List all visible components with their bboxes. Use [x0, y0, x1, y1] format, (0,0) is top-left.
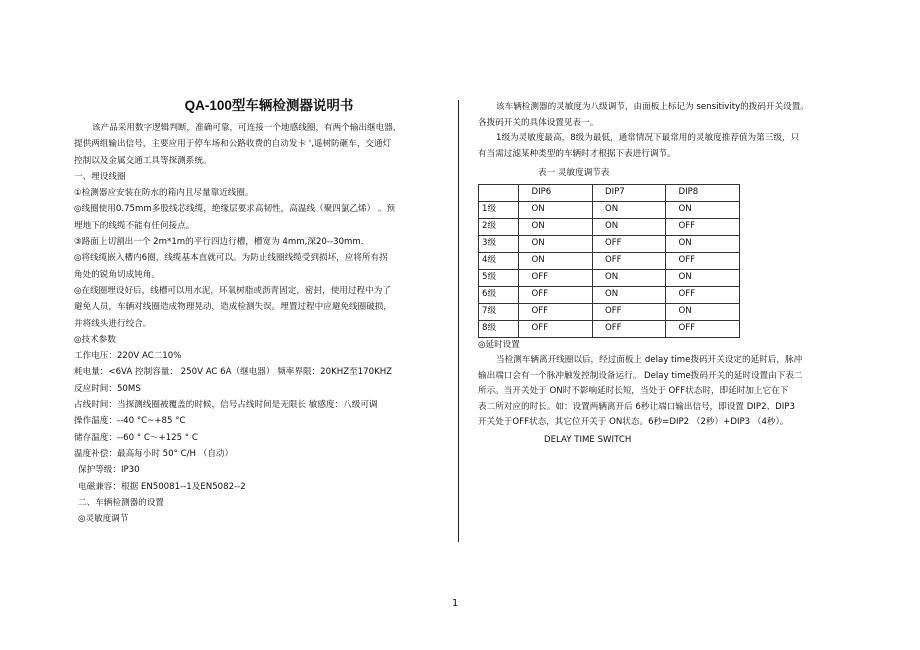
level-cell: 8级 — [479, 320, 519, 337]
spec-power: 耗电量：<6VA 控制容量： 250V AC 6A（继电器） 频率界限：20KHZ至170KHZ — [74, 367, 393, 378]
spec-voltage: 工作电压：220V AC二10% — [74, 351, 182, 362]
paragraph-2b: 埋地下的线缆不能有任何接点。 — [74, 220, 195, 231]
right-para-2: 各拨码开关的具体设置见表一。 — [478, 117, 599, 128]
spec-response: 反应时间：50MS — [74, 383, 141, 394]
dip-cell: ON — [592, 269, 666, 286]
right-column — [478, 100, 878, 448]
right-para-1: 该车辆检测器的灵敏度为八级调节，由面板上标记为 sensitivity的拨码开关设置。 — [496, 102, 809, 112]
sensitivity-heading: ◎灵敏度调节 — [78, 514, 129, 525]
delay-para-1: 当检测车辆离开线圈以后，经过面板上 delay time拨码开关设定的延时后，脉冲 — [496, 355, 803, 365]
table-header-cell: DIP8 — [666, 184, 740, 201]
dip-cell: ON — [519, 218, 593, 235]
table-header-row — [479, 184, 740, 201]
section-heading-1: 一、埋设线圈 — [74, 171, 126, 182]
table-row — [479, 218, 740, 235]
dip-cell: OFF — [519, 303, 593, 320]
title-model: QA-100 — [184, 98, 232, 113]
delay-para-3: 所示。当开关处于 ON时不影响延时长短，当处于 OFF状态时，即延时加上它在下 — [478, 386, 789, 396]
right-para-4: 有当需过滤某种类型的车辆时才根据下表进行调节。 — [478, 148, 676, 159]
table-header-cell: DIP6 — [519, 184, 593, 201]
table-row — [479, 235, 740, 252]
dip-cell: ON — [666, 269, 740, 286]
intro-line-1: 该产品采用数字逻辑判断，准确可靠，可连接一个地感线圈，有两个输出继电器， — [92, 123, 402, 133]
table-row — [479, 252, 740, 269]
dip-cell: OFF — [666, 252, 740, 269]
dip-cell: OFF — [592, 320, 666, 337]
paragraph-5c: 并将线头进行绞合。 — [74, 318, 152, 329]
table-row — [479, 286, 740, 303]
dip-cell: OFF — [592, 235, 666, 252]
paragraph-5a: ◎在线圈埋设好后，线槽可以用水泥，环氧树脂或沥青固定，密封，使用过程中为了 — [74, 285, 391, 296]
dip-cell: ON — [519, 201, 593, 218]
level-cell: 3级 — [479, 235, 519, 252]
right-para-3: 1级为灵敏度最高，8级为最低，通常情况下最常用的灵敏度推荐值为第三级，只 — [496, 133, 800, 143]
dip-cell: OFF — [519, 286, 593, 303]
paragraph-1: ①检测器应安装在防水的箱内且尽量靠近线圈。 — [74, 188, 254, 199]
paragraph-5b: 避免人员，车辆对线圈造成物理晃动，造成检测失误。埋置过程中应避免线圈破损， — [74, 302, 392, 313]
level-cell: 4级 — [479, 252, 519, 269]
level-cell: 6级 — [479, 286, 519, 303]
table-row — [479, 269, 740, 286]
delay-para-5: 开关处于OFF状态，其它位开关于 ON状态。6秒=DIP2 （2秒）+DIP3 （4秒）。 — [478, 417, 789, 427]
dip-cell: ON — [519, 235, 593, 252]
spec-storage-temp: 储存温度：--60 ° C～+125 ° C — [74, 432, 198, 443]
left-column — [74, 98, 454, 527]
dip-cell: ON — [666, 235, 740, 252]
table-caption: 表一 灵敏度调节表 — [538, 168, 610, 178]
paragraph-3: ③路面上切割出一个 2m*1m的平行四边行槽，槽宽为 4mm,深20--30mm. — [74, 237, 364, 248]
table-row — [479, 201, 740, 218]
section-heading-2: 二、车辆检测器的设置 — [78, 497, 164, 508]
page-number: 1 — [452, 598, 459, 609]
dip-cell: ON — [519, 252, 593, 269]
table-row — [479, 320, 740, 337]
spec-protection: 保护等级：IP30 — [78, 465, 140, 476]
dip-cell: ON — [592, 218, 666, 235]
spec-heading: ◎技术参数 — [74, 334, 116, 345]
dip-cell: OFF — [519, 269, 593, 286]
level-cell: 5级 — [479, 269, 519, 286]
column-divider — [458, 100, 459, 542]
spec-occupy: 占线时间：当探测线圈被覆盖的时候，信号占线时间是无限长 敏感度：八级可调 — [74, 400, 378, 411]
dip-cell: OFF — [666, 320, 740, 337]
sensitivity-table — [478, 184, 740, 338]
dip-cell: OFF — [592, 303, 666, 320]
paragraph-2a: ◎线圈使用0.75mm多股线芯线缆，绝缘层要求高韧性，高温线（聚四氯乙烯） 。预 — [74, 204, 396, 215]
table-header-cell: DIP7 — [592, 184, 666, 201]
level-cell: 7级 — [479, 303, 519, 320]
paragraph-4a: ◎将线缆嵌入槽内6圈，线缆基本直就可以。为防止线圈线缆受到损坏，应将所有拐 — [74, 253, 388, 264]
dip-cell: ON — [592, 201, 666, 218]
intro-line-2: 提供两组输出信号，主要应用于停车场和公路收费的自动发卡 ',遥树防砸车，交通灯 — [74, 139, 392, 150]
delay-heading: ◎延时设置 — [478, 339, 520, 350]
table-header-cell — [479, 184, 519, 201]
dip-cell: ON — [666, 303, 740, 320]
dip-cell: OFF — [592, 252, 666, 269]
delay-para-2: 输出端口会有一个脉冲触发控制设备运行。 Delay time拨码开关的延时设置由下表二 — [478, 370, 803, 381]
dip-cell: OFF — [666, 218, 740, 235]
title-text: 型车辆检测器说明书 — [231, 98, 354, 114]
dip-cell: OFF — [666, 286, 740, 303]
spec-operating-temp: 操作温度：--40 °C~+85 °C — [74, 416, 186, 427]
table-row — [479, 303, 740, 320]
intro-line-3: 控制以及金属交通工具等探测系统。 — [74, 155, 212, 166]
delay-para-4: 表二所对应的时长。如：设置两辆离开后 6秒让端口输出信号，即设置 DIP2、DIP3 — [478, 401, 795, 412]
delay-switch-caption: DELAY TIME SWITCH — [544, 434, 632, 445]
level-cell: 1级 — [479, 201, 519, 218]
level-cell: 2级 — [479, 218, 519, 235]
spec-emc: 电磁兼容：根据 EN50081--1及EN5082--2 — [78, 481, 246, 492]
paragraph-4b: 角处的锐角切成钝角。 — [74, 269, 160, 280]
document-title — [74, 98, 454, 114]
dip-cell: ON — [666, 201, 740, 218]
dip-cell: ON — [592, 286, 666, 303]
dip-cell: OFF — [519, 320, 593, 337]
spec-temp-compensation: 温度补偿：最高每小时 50° C/H （自动） — [74, 448, 234, 459]
